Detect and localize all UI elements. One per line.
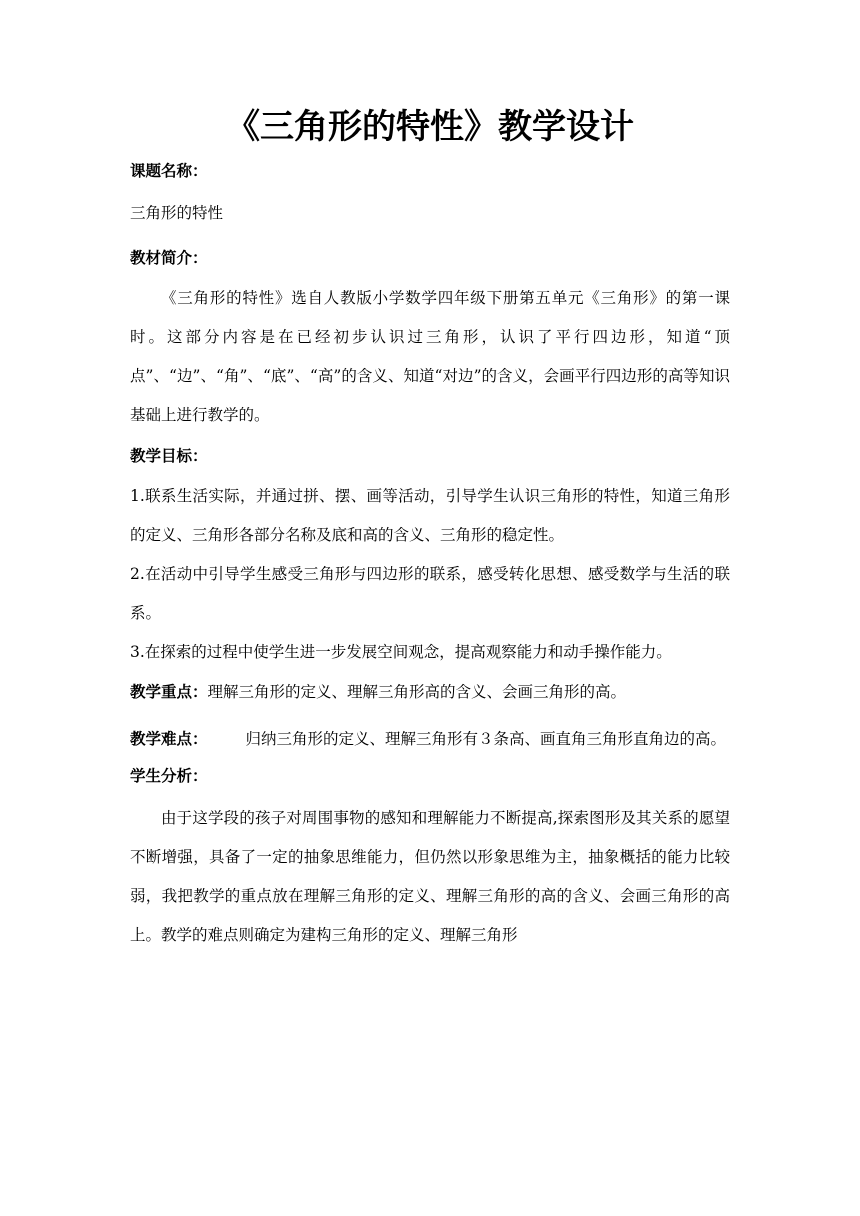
difficulty-point xyxy=(130,719,730,759)
material-text: 《三角形的特性》选自人教版小学数学四年级下册第五单元《三角形》的第一课时。这部分内容是在已经初步认识过三角形，认识了平行四边形，知道“顶点”、“边”、“角”、“底”、“高”的含义、知道“对边”的含义，会画平行四边形的高等知识基础上进行教学的。 xyxy=(130,289,730,424)
key-text: 理解三角形的定义、理解三角形高的含义、会画三角形的高。 xyxy=(207,683,627,701)
goal-1: 1.联系生活实际，并通过拼、摆、画等活动，引导学生认识三角形的特性，知道三角形的定义、三角形各部分名称及底和高的含义、三角形的稳定性。 xyxy=(130,487,730,544)
difficulty-text: 归纳三角形的定义、理解三角形有３条高、画直角三角形直角边的高。 xyxy=(245,730,727,748)
goal-2: 2.在活动中引导学生感受三角形与四边形的联系，感受转化思想、感受数学与生活的联系。 xyxy=(130,565,730,622)
difficulty-heading: 教学难点： xyxy=(130,729,208,748)
goal-3: 3.在探索的过程中使学生进一步发展空间观念，提高观察能力和动手操作能力。 xyxy=(130,643,672,661)
topic-heading: 课题名称： xyxy=(130,161,208,180)
key-heading: 教学重点： xyxy=(130,682,208,701)
goals-heading: 教学目标： xyxy=(130,446,208,465)
document-body xyxy=(130,160,730,955)
document-title: 《三角形的特性》教学设计 xyxy=(226,107,634,147)
material-heading: 教材简介： xyxy=(130,248,208,267)
student-heading: 学生分析： xyxy=(130,766,208,785)
topic-text: 三角形的特性 xyxy=(130,204,224,222)
student-text: 由于这学段的孩子对周围事物的感知和理解能力不断提高,探索图形及其关系的愿望不断增强，具备了一定的抽象思维能力，但仍然以形象思维为主，抽象概括的能力比较弱，我把教学的重点放在理解三角形的定义、理解三角形的高的含义、会画三角形的高上。教学的难点则确定为建构三角形的定义、理解三角形 xyxy=(130,809,730,944)
key-point xyxy=(130,672,730,712)
